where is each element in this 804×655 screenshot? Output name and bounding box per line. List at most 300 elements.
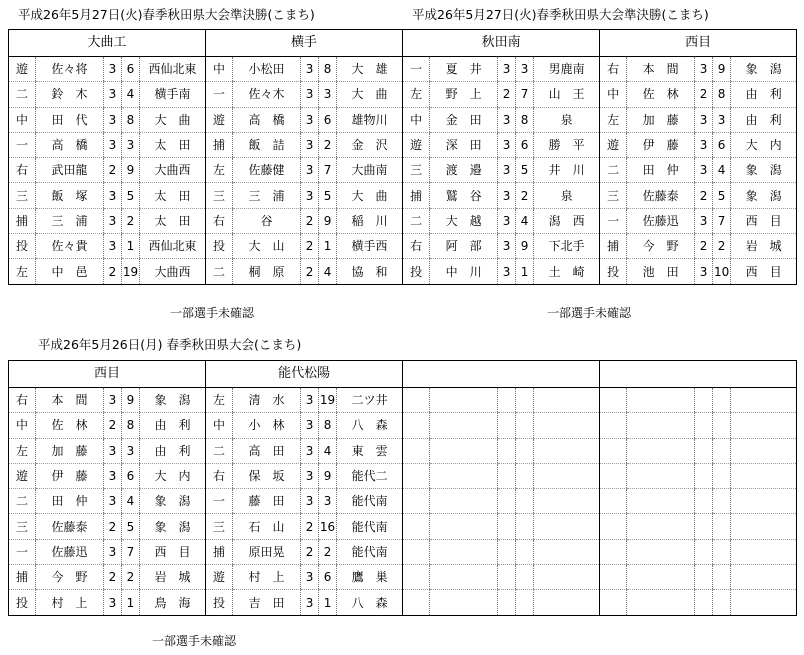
grade-cell: 3	[301, 463, 319, 488]
position-cell: 投	[9, 590, 36, 615]
position-cell: 投	[403, 259, 430, 284]
school-cell: 勝 平	[534, 132, 600, 157]
grade-cell: 2	[104, 565, 122, 590]
grade-cell: 2	[301, 259, 319, 284]
grade-cell	[498, 514, 516, 539]
uniform-number-cell: 19	[122, 259, 140, 284]
grade-cell: 3	[498, 208, 516, 233]
uniform-number-cell: 8	[319, 57, 337, 82]
grade-cell: 2	[695, 82, 713, 107]
uniform-number-cell	[516, 438, 534, 463]
grade-cell: 3	[301, 565, 319, 590]
school-cell: 大曲西	[140, 158, 206, 183]
player-name-cell	[627, 388, 695, 413]
position-cell: 三	[9, 183, 36, 208]
uniform-number-cell	[516, 539, 534, 564]
school-cell: 象 潟	[140, 514, 206, 539]
grade-cell: 3	[104, 234, 122, 259]
uniform-number-cell: 9	[122, 388, 140, 413]
position-cell	[600, 539, 627, 564]
top-caption-left: 平成26年5月27日(火)春季秋田県大会準決勝(こまち)	[18, 7, 315, 22]
uniform-number-cell	[516, 590, 534, 615]
position-cell	[600, 514, 627, 539]
player-name-cell: 佐々木	[233, 82, 301, 107]
school-cell: 泉	[534, 107, 600, 132]
uniform-number-cell: 9	[319, 463, 337, 488]
grade-cell: 3	[104, 107, 122, 132]
player-name-cell: 清 水	[233, 388, 301, 413]
school-cell: 雄物川	[337, 107, 403, 132]
position-cell: 左	[403, 82, 430, 107]
position-cell	[403, 413, 430, 438]
player-name-cell: 谷	[233, 208, 301, 233]
school-cell	[731, 388, 797, 413]
grade-cell: 3	[301, 590, 319, 615]
grade-cell: 3	[104, 438, 122, 463]
team-name-header	[403, 361, 600, 388]
grade-cell: 2	[104, 413, 122, 438]
position-cell: 遊	[9, 463, 36, 488]
player-name-cell	[430, 388, 498, 413]
player-name-cell: 原田晃	[233, 539, 301, 564]
school-cell: 能代南	[337, 539, 403, 564]
uniform-number-cell: 9	[713, 57, 731, 82]
position-cell: 投	[206, 590, 233, 615]
player-name-cell	[430, 489, 498, 514]
position-cell: 一	[206, 489, 233, 514]
uniform-number-cell	[516, 463, 534, 488]
uniform-number-cell	[516, 489, 534, 514]
player-name-cell: 佐藤健	[233, 158, 301, 183]
grade-cell: 3	[104, 132, 122, 157]
player-name-cell: 佐藤迅	[36, 539, 104, 564]
table-row	[9, 259, 797, 284]
grade-cell	[498, 489, 516, 514]
position-cell: 左	[206, 158, 233, 183]
school-cell	[534, 565, 600, 590]
school-cell: 象 潟	[140, 489, 206, 514]
position-cell: 遊	[206, 565, 233, 590]
position-cell: 三	[403, 158, 430, 183]
top-caption-right: 平成26年5月27日(火)春季秋田県大会準決勝(こまち)	[412, 7, 709, 22]
grade-cell: 3	[695, 259, 713, 284]
grade-cell: 3	[104, 388, 122, 413]
grade-cell	[498, 590, 516, 615]
player-name-cell: 高 田	[233, 438, 301, 463]
uniform-number-cell: 3	[319, 489, 337, 514]
player-name-cell	[430, 438, 498, 463]
grade-cell: 3	[695, 57, 713, 82]
player-name-cell: 桐 原	[233, 259, 301, 284]
position-cell: 捕	[403, 183, 430, 208]
table-row	[9, 438, 797, 463]
player-name-cell: 中 邑	[36, 259, 104, 284]
top-note-left: 一部選手未確認	[170, 306, 255, 320]
table-row	[9, 539, 797, 564]
school-cell	[534, 438, 600, 463]
school-cell: 八 森	[337, 413, 403, 438]
table-row	[9, 158, 797, 183]
position-cell: 二	[9, 489, 36, 514]
player-name-cell: 加 藤	[627, 107, 695, 132]
player-name-cell: 村 上	[233, 565, 301, 590]
school-cell	[534, 413, 600, 438]
grade-cell	[498, 463, 516, 488]
player-name-cell	[430, 514, 498, 539]
uniform-number-cell: 5	[713, 183, 731, 208]
school-cell	[731, 590, 797, 615]
uniform-number-cell	[713, 489, 731, 514]
school-cell: 泉	[534, 183, 600, 208]
school-cell	[534, 514, 600, 539]
player-name-cell: 飯 塚	[36, 183, 104, 208]
player-name-cell: 本 間	[36, 388, 104, 413]
player-name-cell: 小松田	[233, 57, 301, 82]
grade-cell	[695, 413, 713, 438]
position-cell	[600, 413, 627, 438]
grade-cell	[695, 590, 713, 615]
player-name-cell: 本 間	[627, 57, 695, 82]
uniform-number-cell	[713, 388, 731, 413]
grade-cell: 3	[301, 489, 319, 514]
grade-cell	[695, 565, 713, 590]
school-cell: 井 川	[534, 158, 600, 183]
player-name-cell: 佐々将	[36, 57, 104, 82]
position-cell: 遊	[600, 132, 627, 157]
player-name-cell: 三 浦	[36, 208, 104, 233]
table-row	[9, 132, 797, 157]
school-cell: 象 潟	[731, 158, 797, 183]
uniform-number-cell: 6	[122, 463, 140, 488]
position-cell: 投	[206, 234, 233, 259]
school-cell: 象 潟	[140, 388, 206, 413]
grade-cell: 3	[301, 107, 319, 132]
table-row	[9, 514, 797, 539]
player-name-cell: 佐藤迅	[627, 208, 695, 233]
uniform-number-cell: 3	[122, 132, 140, 157]
school-cell: 鷹 巣	[337, 565, 403, 590]
uniform-number-cell: 7	[713, 208, 731, 233]
position-cell: 捕	[9, 565, 36, 590]
school-cell: 男鹿南	[534, 57, 600, 82]
uniform-number-cell: 5	[516, 158, 534, 183]
school-cell	[731, 489, 797, 514]
grade-cell: 3	[104, 463, 122, 488]
uniform-number-cell	[713, 514, 731, 539]
grade-cell: 3	[695, 208, 713, 233]
position-cell	[600, 438, 627, 463]
player-name-cell: 大 山	[233, 234, 301, 259]
grade-cell: 2	[301, 234, 319, 259]
position-cell: 一	[9, 539, 36, 564]
position-cell: 左	[206, 388, 233, 413]
player-name-cell: 野 上	[430, 82, 498, 107]
school-cell	[534, 590, 600, 615]
school-cell: 大 内	[731, 132, 797, 157]
player-name-cell: 伊 藤	[36, 463, 104, 488]
uniform-number-cell: 4	[122, 489, 140, 514]
position-cell: 一	[9, 132, 36, 157]
position-cell: 二	[9, 82, 36, 107]
uniform-number-cell: 2	[516, 183, 534, 208]
position-cell: 左	[9, 438, 36, 463]
team-name-header	[600, 361, 797, 388]
position-cell: 投	[600, 259, 627, 284]
position-cell: 三	[600, 183, 627, 208]
position-cell: 遊	[403, 132, 430, 157]
position-cell	[403, 514, 430, 539]
school-cell: 大 曲	[337, 183, 403, 208]
grade-cell: 3	[498, 132, 516, 157]
school-cell: 八 森	[337, 590, 403, 615]
grade-cell	[498, 388, 516, 413]
school-cell	[731, 438, 797, 463]
table-row	[9, 565, 797, 590]
position-cell	[600, 590, 627, 615]
position-cell: 右	[600, 57, 627, 82]
grade-cell: 3	[301, 438, 319, 463]
grade-cell: 3	[498, 158, 516, 183]
uniform-number-cell: 2	[713, 234, 731, 259]
grade-cell	[695, 463, 713, 488]
grade-cell: 3	[301, 132, 319, 157]
grade-cell: 3	[498, 183, 516, 208]
school-cell: 能代南	[337, 514, 403, 539]
uniform-number-cell: 5	[122, 183, 140, 208]
player-name-cell: 深 田	[430, 132, 498, 157]
school-cell: 太 田	[140, 208, 206, 233]
uniform-number-cell: 6	[319, 107, 337, 132]
position-cell: 三	[9, 514, 36, 539]
grade-cell: 3	[695, 158, 713, 183]
top-note-right: 一部選手未確認	[547, 306, 632, 320]
uniform-number-cell	[516, 514, 534, 539]
position-cell	[600, 463, 627, 488]
grade-cell	[695, 539, 713, 564]
school-cell: 大曲南	[337, 158, 403, 183]
school-cell: 大 内	[140, 463, 206, 488]
uniform-number-cell: 1	[319, 590, 337, 615]
grade-cell: 3	[301, 388, 319, 413]
table-row	[9, 463, 797, 488]
position-cell	[403, 590, 430, 615]
table-row	[9, 489, 797, 514]
school-cell: 西 目	[140, 539, 206, 564]
position-cell: 右	[9, 388, 36, 413]
player-name-cell: 高 橋	[233, 107, 301, 132]
player-name-cell: 鈴 木	[36, 82, 104, 107]
uniform-number-cell: 8	[319, 413, 337, 438]
school-cell: 大 曲	[337, 82, 403, 107]
school-cell: 土 崎	[534, 259, 600, 284]
grade-cell: 2	[498, 82, 516, 107]
school-cell: 金 沢	[337, 132, 403, 157]
player-name-cell	[627, 565, 695, 590]
table-row	[9, 183, 797, 208]
grade-cell	[498, 438, 516, 463]
player-name-cell: 藤 田	[233, 489, 301, 514]
player-name-cell	[430, 565, 498, 590]
uniform-number-cell: 5	[122, 514, 140, 539]
player-name-cell	[627, 463, 695, 488]
player-name-cell	[627, 539, 695, 564]
grade-cell	[498, 565, 516, 590]
position-cell: 遊	[9, 57, 36, 82]
position-cell: 捕	[9, 208, 36, 233]
grade-cell: 3	[301, 183, 319, 208]
uniform-number-cell: 1	[122, 234, 140, 259]
position-cell	[403, 489, 430, 514]
position-cell: 中	[9, 413, 36, 438]
player-name-cell: 加 藤	[36, 438, 104, 463]
position-cell	[600, 489, 627, 514]
position-cell: 捕	[600, 234, 627, 259]
school-cell: 岩 城	[140, 565, 206, 590]
uniform-number-cell: 4	[319, 259, 337, 284]
table-row	[9, 57, 797, 82]
player-name-cell	[430, 463, 498, 488]
position-cell	[403, 539, 430, 564]
grade-cell: 2	[695, 183, 713, 208]
school-cell: 山 王	[534, 82, 600, 107]
position-cell: 二	[403, 208, 430, 233]
school-cell: 大 雄	[337, 57, 403, 82]
position-cell: 中	[600, 82, 627, 107]
position-cell: 中	[9, 107, 36, 132]
player-name-cell	[627, 489, 695, 514]
uniform-number-cell: 2	[319, 539, 337, 564]
grade-cell: 2	[695, 234, 713, 259]
bottom-caption: 平成26年5月26日(月) 春季秋田県大会(こまち)	[38, 337, 302, 352]
uniform-number-cell: 2	[122, 565, 140, 590]
school-cell	[534, 388, 600, 413]
table-row	[9, 234, 797, 259]
school-cell: 稲 川	[337, 208, 403, 233]
position-cell	[403, 438, 430, 463]
uniform-number-cell: 1	[319, 234, 337, 259]
player-name-cell: 佐々貴	[36, 234, 104, 259]
grade-cell	[695, 438, 713, 463]
school-cell	[731, 463, 797, 488]
position-cell: 右	[206, 463, 233, 488]
uniform-number-cell: 1	[122, 590, 140, 615]
player-name-cell	[627, 413, 695, 438]
uniform-number-cell: 19	[319, 388, 337, 413]
grade-cell: 3	[498, 259, 516, 284]
player-name-cell: 阿 部	[430, 234, 498, 259]
grade-cell: 3	[104, 590, 122, 615]
team-name-header: 西目	[9, 361, 206, 388]
grade-cell: 3	[301, 82, 319, 107]
uniform-number-cell: 6	[122, 57, 140, 82]
position-cell	[600, 388, 627, 413]
uniform-number-cell	[516, 413, 534, 438]
school-cell: 西仙北東	[140, 57, 206, 82]
school-cell: 下北手	[534, 234, 600, 259]
grade-cell: 3	[104, 183, 122, 208]
uniform-number-cell	[713, 539, 731, 564]
school-cell: 岩 城	[731, 234, 797, 259]
uniform-number-cell: 8	[122, 413, 140, 438]
grade-cell: 3	[695, 107, 713, 132]
uniform-number-cell: 2	[319, 132, 337, 157]
uniform-number-cell	[713, 413, 731, 438]
position-cell	[600, 565, 627, 590]
uniform-number-cell: 3	[319, 82, 337, 107]
position-cell: 右	[403, 234, 430, 259]
uniform-number-cell: 3	[713, 107, 731, 132]
player-name-cell: 今 野	[627, 234, 695, 259]
uniform-number-cell: 6	[319, 565, 337, 590]
player-name-cell	[430, 413, 498, 438]
school-cell: 鳥 海	[140, 590, 206, 615]
school-cell: 大曲西	[140, 259, 206, 284]
position-cell	[403, 388, 430, 413]
school-cell: 横手西	[337, 234, 403, 259]
position-cell: 右	[9, 158, 36, 183]
grade-cell: 3	[301, 57, 319, 82]
uniform-number-cell: 7	[516, 82, 534, 107]
uniform-number-cell	[713, 438, 731, 463]
position-cell: 中	[206, 57, 233, 82]
school-cell: 西 目	[731, 208, 797, 233]
uniform-number-cell: 9	[516, 234, 534, 259]
player-name-cell: 中 川	[430, 259, 498, 284]
player-name-cell: 武田龍	[36, 158, 104, 183]
top-lineup-table	[8, 29, 797, 285]
position-cell: 中	[206, 413, 233, 438]
school-cell	[534, 489, 600, 514]
school-cell	[731, 413, 797, 438]
position-cell: 二	[600, 158, 627, 183]
player-name-cell	[430, 539, 498, 564]
uniform-number-cell: 9	[122, 158, 140, 183]
uniform-number-cell: 4	[319, 438, 337, 463]
team-name-header: 能代松陽	[206, 361, 403, 388]
player-name-cell: 鷲 谷	[430, 183, 498, 208]
table-row	[9, 413, 797, 438]
team-name-header: 秋田南	[403, 30, 600, 57]
school-cell: 能代二	[337, 463, 403, 488]
uniform-number-cell: 3	[516, 57, 534, 82]
table-row	[9, 82, 797, 107]
player-name-cell: 佐藤泰	[36, 514, 104, 539]
uniform-number-cell: 7	[122, 539, 140, 564]
uniform-number-cell: 4	[713, 158, 731, 183]
grade-cell: 3	[301, 158, 319, 183]
grade-cell	[695, 489, 713, 514]
grade-cell: 3	[104, 539, 122, 564]
uniform-number-cell: 1	[516, 259, 534, 284]
player-name-cell: 吉 田	[233, 590, 301, 615]
grade-cell: 3	[498, 57, 516, 82]
school-cell: 太 田	[140, 132, 206, 157]
uniform-number-cell: 8	[122, 107, 140, 132]
school-cell: 横手南	[140, 82, 206, 107]
school-cell: 象 潟	[731, 183, 797, 208]
position-cell: 左	[9, 259, 36, 284]
player-name-cell: 佐 林	[36, 413, 104, 438]
school-cell: 西 目	[731, 259, 797, 284]
uniform-number-cell: 10	[713, 259, 731, 284]
position-cell: 一	[403, 57, 430, 82]
grade-cell	[695, 514, 713, 539]
player-name-cell: 佐 林	[627, 82, 695, 107]
uniform-number-cell: 16	[319, 514, 337, 539]
player-name-cell: 伊 藤	[627, 132, 695, 157]
position-cell	[403, 463, 430, 488]
bottom-note: 一部選手未確認	[152, 634, 237, 648]
